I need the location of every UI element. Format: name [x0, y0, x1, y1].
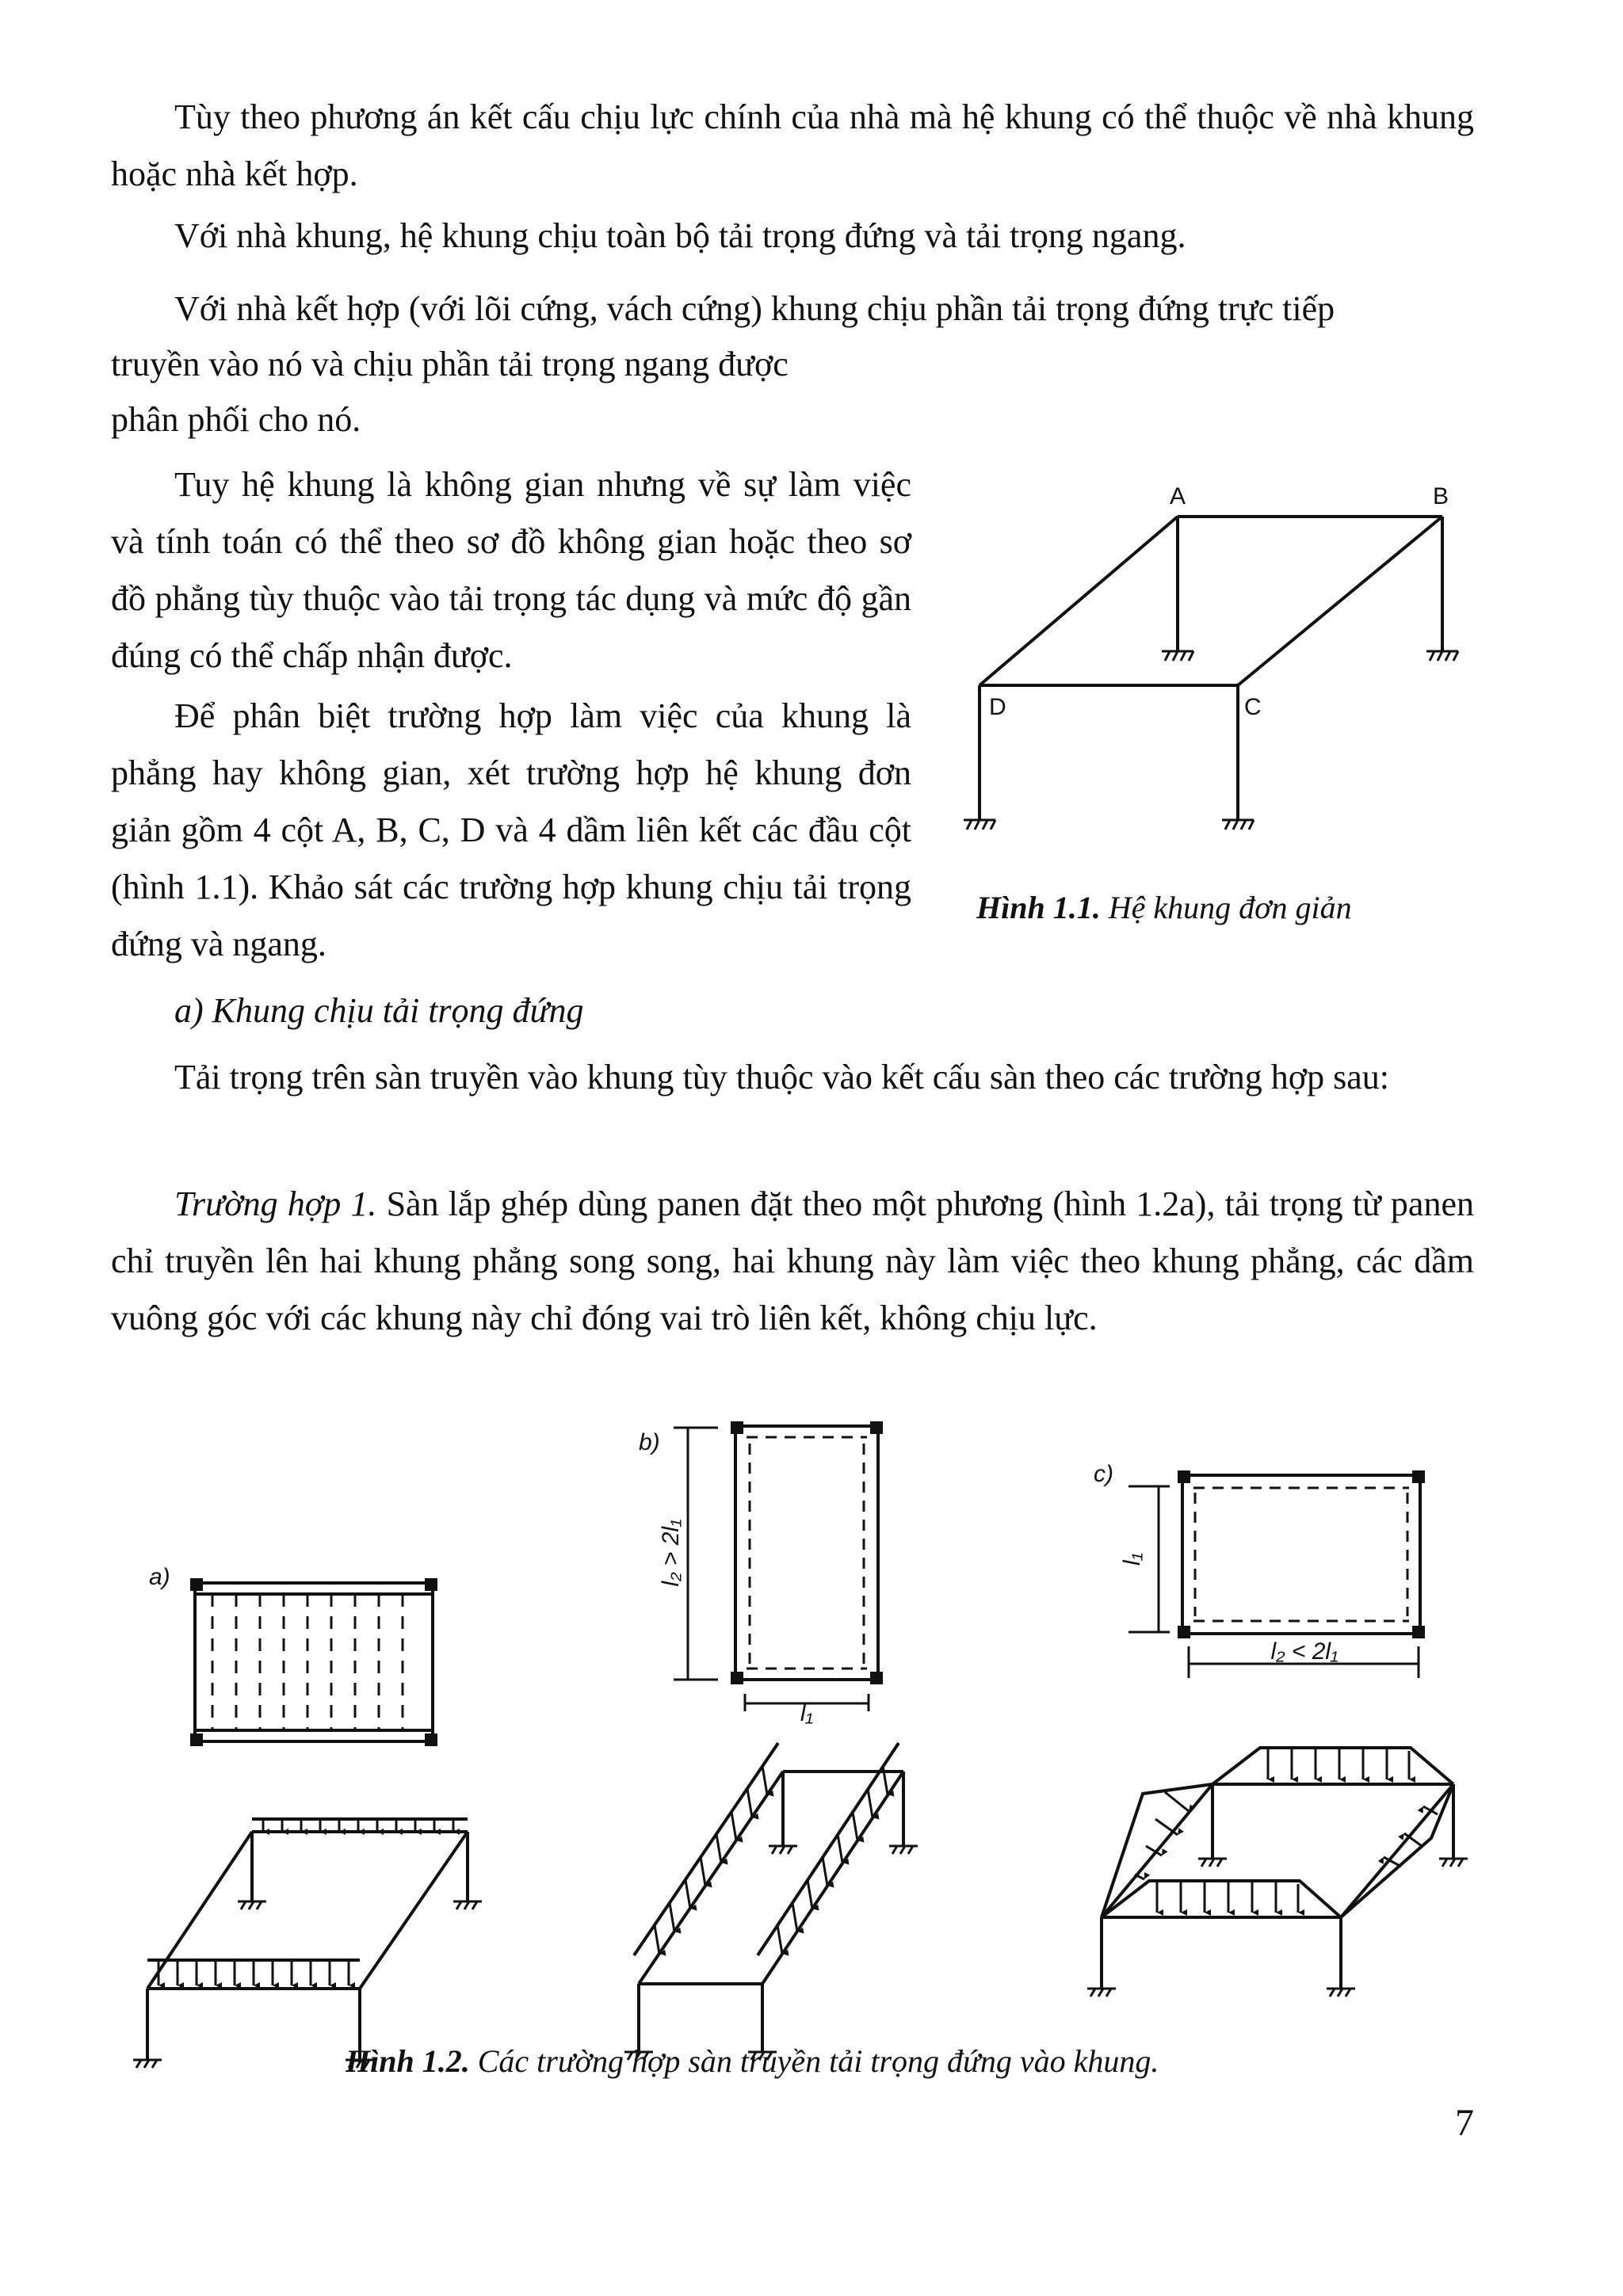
figure-1-2-c-label: c)	[1094, 1461, 1113, 1487]
dim-b-horizontal: l₁	[800, 1700, 814, 1726]
page-number: 7	[1455, 2102, 1474, 2144]
dim-b-vertical: l₂ > 2l₁	[658, 1519, 684, 1587]
figure-1-2-title: Các trường hợp sàn truyền tải trọng đứng vào khung.	[469, 2043, 1159, 2079]
section-heading-a: a) Khung chịu tải trọng đứng	[174, 991, 584, 1030]
paragraph-3b: truyền vào nó và chịu phần tải trọng ngang được	[111, 345, 789, 383]
paragraph-6: Tải trọng trên sàn truyền vào khung tùy thuộc vào kết cấu sàn theo các trường hợp sau:	[174, 1058, 1389, 1097]
node-b-label: B	[1433, 483, 1449, 509]
figure-1-2-a-label: a)	[149, 1564, 170, 1590]
paragraph-5: Để phân biệt trường hợp làm việc của khung là phẳng hay không gian, xét trường hợp hệ khung đơn giản gồm 4 cột A, B, C, D và 4 dầm liên kết các đầu cột (hình 1.1). Khảo sát các trường hợp khung chịu tải trọng đứng và ngang.	[111, 696, 911, 963]
figure-1-2-b-label: b)	[639, 1429, 660, 1455]
figure-1-2-caption	[346, 2042, 1159, 2080]
paragraph-2: Với nhà khung, hệ khung chịu toàn bộ tải trọng đứng và tải trọng ngang.	[174, 216, 1186, 255]
paragraph-3a: Với nhà kết hợp (với lõi cứng, vách cứng) khung chịu phần tải trọng đứng trực tiếp	[174, 289, 1335, 328]
figure-1-1-title: Hệ khung đơn giản	[1100, 890, 1352, 925]
figure-1-1-number: Hình 1.1.	[976, 890, 1101, 925]
case-1-text: Sàn lắp ghép dùng panen đặt theo một phương (hình 1.2a), tải trọng từ panen chỉ truyền lên hai khung phẳng song song, hai khung này làm việc theo khung phẳng, các dầm vuông góc với các khung này chỉ đóng vai trò liên kết, không chịu lực.	[111, 1184, 1474, 1337]
paragraph-4: Tuy hệ khung là không gian nhưng về sự làm việc và tính toán có thể theo sơ đồ không gian hoặc theo sơ đồ phẳng tùy thuộc vào tải trọng tác dụng và mức độ gần đúng có thể chấp nhận được.	[111, 465, 911, 675]
dim-c-horizontal: l₂ < 2l₁	[1270, 1638, 1338, 1665]
paragraph-1: Tùy theo phương án kết cấu chịu lực chính của nhà mà hệ khung có thể thuộc về nhà khung hoặc nhà kết hợp.	[111, 97, 1474, 193]
figure-1-2-number: Hình 1.2.	[346, 2043, 470, 2079]
case-1-label: Trường hợp 1.	[174, 1184, 377, 1223]
dim-c-vertical: l₁	[1119, 1552, 1145, 1566]
paragraph-3c: phân phối cho nó.	[111, 400, 361, 439]
node-c-label: C	[1244, 694, 1262, 720]
node-a-label: A	[1170, 483, 1186, 509]
node-d-label: D	[989, 694, 1006, 720]
